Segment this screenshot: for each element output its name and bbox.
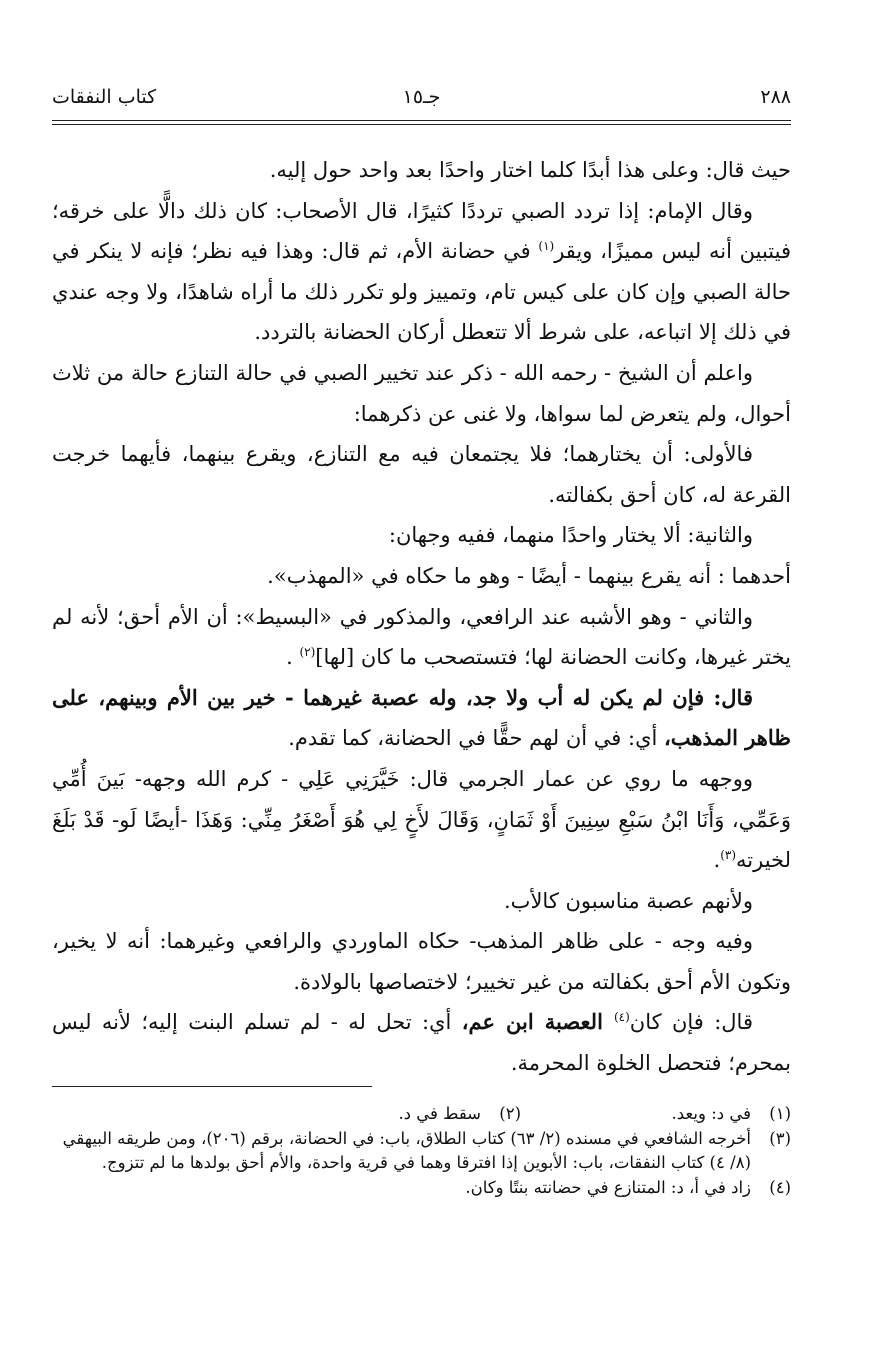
paragraph-2: وقال الإمام: إذا تردد الصبي ترددًا كثيرًا، قال الأصحاب: كان ذلك دالًّا على خرقه؛ فيتبين أنه ليس مميزًا، ويقر$^{(١)}$ في حضانة الأم، ثم قال: وهذا فيه نظر؛ فإنه لا ينكر في حالة الصبي وإن كان على كيس تام، وتمييز ولو تكرر ذلك ما أراه شاهدًا، ولا وجه عندي في ذلك إلا اتباعه، على شرط ألا تتعطل أركان الحضانة بالتردد. [52, 198, 791, 345]
footnote-number: (٢) [499, 1104, 521, 1123]
paragraph-10: ولأنهم عصبة مناسبون كالأب. [504, 888, 753, 913]
footnote-ref-2[interactable]: (٢) [299, 645, 316, 660]
footnote-1 [521, 1102, 791, 1127]
paragraph-6: أحدهما : أنه يقرع بينهما - أيضًا - وهو ما حكاه في «المهذب». [267, 563, 791, 588]
footnote-ref-1[interactable]: (١) [538, 239, 555, 254]
footnote-2 [251, 1102, 521, 1127]
book-title: كتاب النفقات [52, 86, 157, 108]
page-number: ٢٨٨ [760, 86, 791, 108]
footnote-text: سقط في د. [398, 1104, 481, 1123]
volume-label: جـ١٥ [402, 86, 441, 108]
paragraph-9: ووجهه ما روي عن عمار الجرمي قال: خَيَّرَنِي عَلِي - كرم الله وجهه- بَينَ أُمِّي وَعَمِّي، وَأَنَا ابْنُ سَبْعِ سِنِينَ أَوْ ثَمَانٍ، وَقَالَ لأَخٍ لِي هُوَ أَصْغَرُ مِنِّي: وَهَذَا -أيضًا لَو- قَدْ بَلَغَ لخيرته$^{(٣)}$. [52, 766, 791, 873]
footnote-text: في د: ويعد. [671, 1104, 751, 1123]
footnote-pair [52, 1102, 791, 1127]
header-rule-thin [52, 124, 791, 125]
footnote-number: (٣) [769, 1128, 791, 1148]
paragraph-4: فالأولى: أن يختارهما؛ فلا يجتمعان فيه مع التنازع، ويقرع بينهما، فأيهما خرجت القرعة له، كان أحق بكفالته. [52, 442, 791, 507]
footnotes [52, 1102, 791, 1200]
paragraph-1: حيث قال: وعلى هذا أبدًا كلما اختار واحدًا بعد واحد حول إليه. [269, 158, 791, 182]
paragraph-11: وفيه وجه - على ظاهر المذهب- حكاه الماوردي والرافعي وغيرهما: أنه لا يخير، وتكون الأم أحق بكفالته من غير تخيير؛ لاختصاصها بالولادة. [52, 929, 791, 994]
footnote-number: (٤) [769, 1177, 791, 1197]
book-page [52, 0, 791, 1372]
paragraph-5: والثانية: ألا يختار واحدًا منهما، ففيه وجهان: [388, 523, 753, 548]
footnote-text: أخرجه الشافعي في مسنده (٢/ ٦٣) كتاب الطلاق، باب: في الحضانة، برقم (٢٠٦)، ومن طريقه البيهقي (٨/ ٤) كتاب النفقات، باب: الأبوين إذا افترقا وهما في قرية واحدة، والأم أحق بولدها ما لم تتزوج. [62, 1128, 751, 1172]
matn-quote: العصبة ابن عم، [461, 1009, 614, 1035]
footnote-4 [52, 1176, 791, 1201]
footnote-ref-4[interactable]: (٤) [613, 1010, 630, 1025]
footnote-3 [52, 1127, 791, 1176]
footnote-text: زاد في أ، د: المتنازع في حضانته بنتًا وكان. [465, 1177, 751, 1197]
main-text [52, 150, 791, 1084]
footnote-separator [52, 1086, 372, 1087]
running-header [52, 86, 791, 120]
paragraph-3: واعلم أن الشيخ - رحمه الله - ذكر عند تخيير الصبي في حالة التنازع حالة من ثلاث أحوال، ولم يتعرض لما سواها، ولا غنى عن ذكرهما: [52, 360, 791, 426]
header-rule-thick [52, 120, 791, 121]
paragraph-12: قال: فإن كان$^{(٤)}$ العصبة ابن عم، أي: تحل له - لم تسلم البنت إليه؛ لأنه ليس بمحرم؛ فتحصل الخلوة المحرمة. [52, 1009, 791, 1076]
footnote-ref-3[interactable]: (٣) [720, 848, 737, 863]
matn-quote: قال: فإن لم يكن له أب ولا جد، وله عصبة غيرهما - خير بين الأم وبينهم، على ظاهر المذهب، [52, 684, 791, 751]
paragraph-7: والثاني - وهو الأشبه عند الرافعي، والمذكور في «البسيط»: أن الأم أحق؛ لأنه لم يختر غيرها، وكانت الحضانة لها؛ فتستصحب ما كان [لها]$^{(٢)}$ . [52, 604, 791, 670]
paragraph-8: قال: فإن لم يكن له أب ولا جد، وله عصبة غيرهما - خير بين الأم وبينهم، على ظاهر المذهب، أي: في أن لهم حقًّا في الحضانة، كما تقدم. [52, 684, 791, 751]
footnote-number: (١) [769, 1104, 791, 1123]
